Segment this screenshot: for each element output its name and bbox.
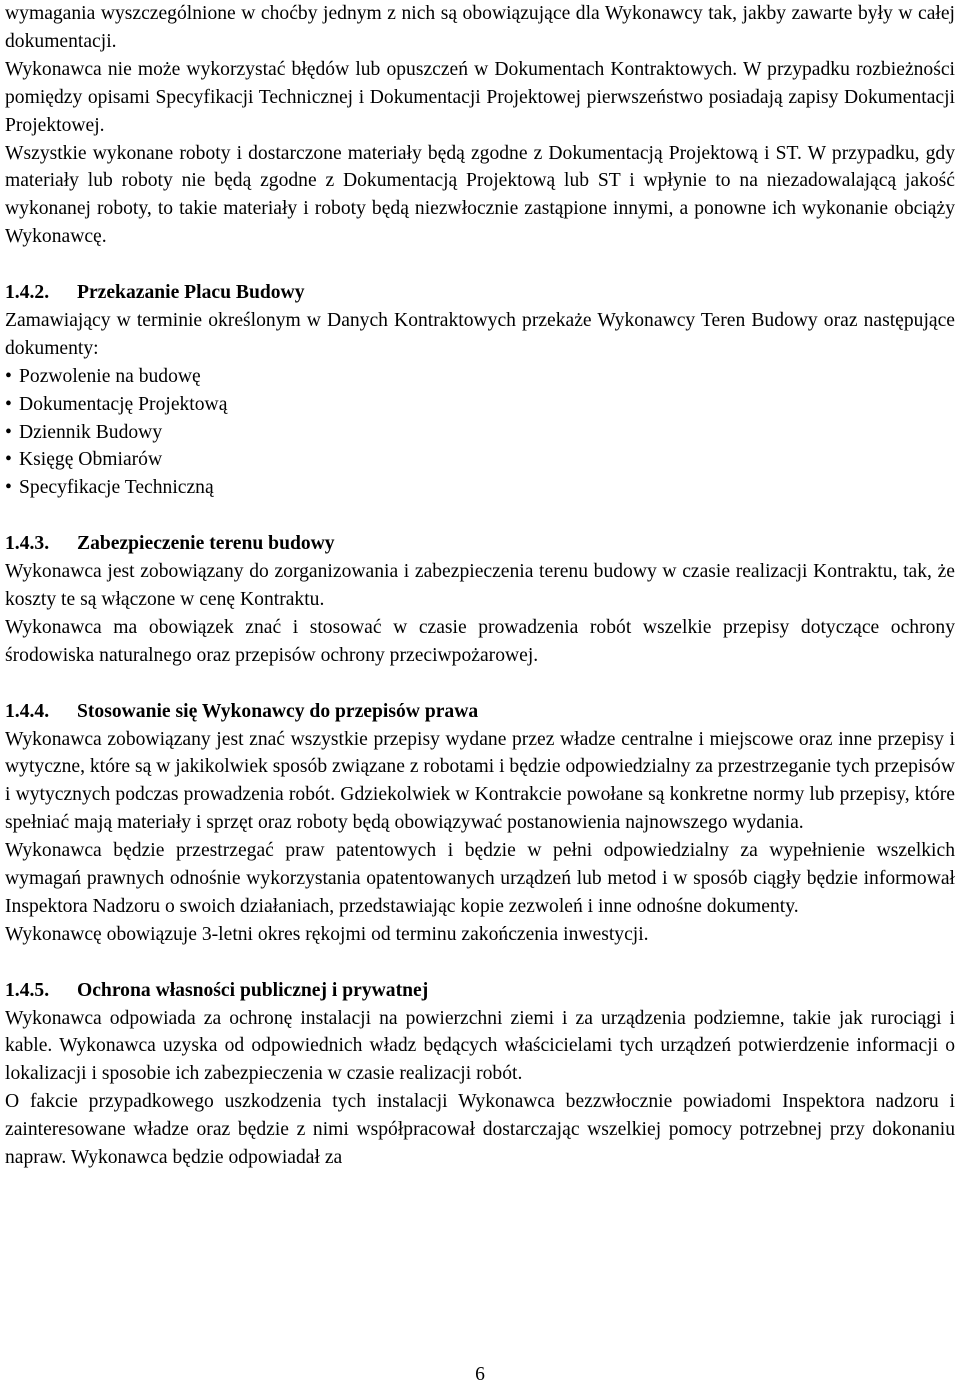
section-title: Przekazanie Placu Budowy [77,282,305,304]
list-item [5,391,955,419]
bullet-icon: • [5,477,12,499]
page-number: 6 [475,1364,485,1385]
bullet-icon: • [5,449,12,471]
list-item-text: Specyfikacje Techniczną [19,477,214,499]
section-paragraph: Wykonawca ma obowiązek znać i stosować w czasie prowadzenia robót wszelkie przepisy dotyczące ochrony środowiska naturalnego oraz przepisów ochrony przeciwpożarowej. [5,616,955,666]
section-number: 1.4.3. [5,533,50,555]
spacer [5,949,955,977]
bullet-icon: • [5,393,12,415]
bullet-icon: • [5,365,12,387]
section-paragraph: Wykonawca jest zobowiązany do zorganizowania i zabezpieczenia terenu budowy w czasie realizacji Kontraktu, tak, że koszty te są włączone w cenę Kontraktu. [5,561,955,610]
list-item-text: Dokumentację Projektową [19,393,228,415]
paragraph-intro-1: wymagania wyszczególnione w choćby jednym z nich są obowiązujące dla Wykonawcy tak, jakby zawarte były w całej dokumentacji. [5,3,955,52]
section-title: Stosowanie się Wykonawcy do przepisów prawa [77,700,479,722]
list-item [5,446,955,474]
section-paragraph: Wykonawca zobowiązany jest znać wszystkie przepisy wydane przez władze centralne i miejscowe oraz inne przepisy i wytyczne, które są w jakikolwiek sposób związane z robotami i będzie odpowiedzialny za przestrzeganie tych przepisów i wytycznych podczas prowadzenia robót. Gdziekolwiek w Kontrakcie powołane są konkretne normy lub przepisy, które spełniać mają materiały i sprzęt oraz roboty będą obowiązywać postanowienia najnowszego wydania. [5,728,955,834]
section-paragraph: O fakcie przypadkowego uszkodzenia tych instalacji Wykonawca bezzwłocznie powiadomi Inspektora nadzoru i zainteresowane władze oraz będzie z nimi współpracował dostarczając wszelkiej pomocy potrzebnej przy dokonaniu napraw. Wykonawca będzie odpowiadał za [5,1091,955,1169]
document-list [5,363,955,503]
section-number: 1.4.2. [5,282,50,304]
list-item-text: Księgę Obmiarów [19,449,163,471]
section-number: 1.4.5. [5,979,50,1001]
section-heading-1-4-2 [5,279,955,307]
spacer [5,251,955,279]
section-heading-1-4-4 [5,698,955,726]
list-item [5,363,955,391]
list-item-text: Pozwolenie na budowę [19,365,201,387]
spacer [5,670,955,698]
section-paragraph: Wykonawca odpowiada za ochronę instalacji na powierzchni ziemi i za urządzenia podziemne, takie jak rurociągi i kable. Wykonawca uzyska od odpowiednich władz będących właścicielami tych urządzeń potwierdzenie informacji o lokalizacji i sposobie ich zabezpieczenia w czasie realizacji robót. [5,1007,955,1085]
list-item-text: Dziennik Budowy [19,421,163,443]
section-paragraph: Zamawiający w terminie określonym w Danych Kontraktowych przekaże Wykonawcy Teren Budowy oraz następujące dokumenty: [5,309,955,359]
list-item [5,419,955,447]
section-title: Zabezpieczenie terenu budowy [77,533,335,555]
section-heading-1-4-3 [5,530,955,558]
section-paragraph: Wykonawca będzie przestrzegać praw patentowych i będzie w pełni odpowiedzialny za wypełnienie wszelkich wymagań prawnych odnośnie wykorzystania opatentowanych urządzeń lub metod i w sposób ciągły będzie informował Inspektora Nadzoru o swoich działaniach, przedstawiając kopie zezwoleń i inne odnośne dokumenty. [5,840,955,917]
section-heading-1-4-5 [5,977,955,1005]
paragraph-intro-2: Wykonawca nie może wykorzystać błędów lub opuszczeń w Dokumentach Kontraktowych. W przypadku rozbieżności pomiędzy opisami Specyfikacji Technicznej i Dokumentacji Projektowej pierwszeństwo posiadają zapisy Dokumentacji Projektowej. [5,58,955,136]
paragraph-intro-3: Wszystkie wykonane roboty i dostarczone materiały będą zgodne z Dokumentacją Projektową i ST. W przypadku, gdy materiały lub roboty nie będą zgodne z Dokumentacją Projektową lub ST i wpłynie to na niezadowalającą jakość wykonanej roboty, to takie materiały i roboty będą niezwłocznie zastąpione innymi, a ponowne ich wykonanie obciąży Wykonawcę. [5,142,955,248]
list-item [5,474,955,502]
spacer [5,502,955,530]
document-page [5,0,955,1172]
section-number: 1.4.4. [5,700,50,722]
section-title: Ochrona własności publicznej i prywatnej [77,979,429,1001]
bullet-icon: • [5,421,12,443]
section-paragraph: Wykonawcę obowiązuje 3-letni okres rękojmi od terminu zakończenia inwestycji. [5,923,649,945]
